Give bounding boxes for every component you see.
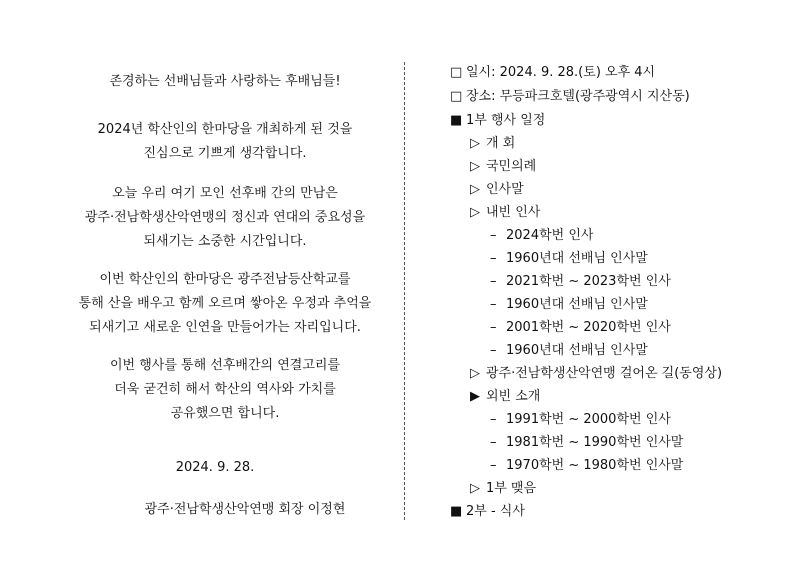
- program-item: [450, 87, 690, 107]
- signature: 광주·전남학생산악연맹 회장 이정현: [144, 502, 346, 517]
- program-item: [470, 364, 722, 384]
- bullet-marker: –: [490, 435, 497, 450]
- program-item-text: 개 회: [486, 136, 516, 151]
- bullet-marker: ▷: [470, 136, 480, 151]
- program-item-text: 장소: 무등파크호텔(광주광역시 지산동): [466, 89, 690, 104]
- program-item: [470, 479, 536, 499]
- program-item: [490, 410, 671, 430]
- bullet-marker: –: [490, 274, 497, 289]
- column-divider: [404, 62, 405, 520]
- program-item: [450, 502, 525, 522]
- letter-line: 2024년 학산인의 한마당을 개최하게 된 것을: [97, 122, 353, 137]
- letter-line: 이번 학산인의 한마당은 광주전남등산학교를: [99, 272, 351, 287]
- program-item-text: 2001학번 ~ 2020학번 인사: [506, 320, 671, 335]
- program-item: [450, 111, 545, 131]
- program-item: [490, 226, 593, 246]
- letter-line: 진심으로 기쁘게 생각합니다.: [143, 146, 307, 161]
- program-item: [470, 387, 540, 407]
- bullet-marker: ▷: [470, 481, 480, 496]
- program-item-text: 1부 행사 일정: [466, 113, 546, 128]
- letter-paragraph-3: [40, 268, 410, 340]
- program-item: [470, 203, 540, 223]
- letter-paragraph-1: [40, 118, 410, 166]
- program-item-text: 1991학번 ~ 2000학번 인사: [506, 412, 671, 427]
- bullet-marker: –: [490, 343, 497, 358]
- bullet-marker: –: [490, 297, 497, 312]
- letter-line: 오늘 우리 여기 모인 선후배 간의 만남은: [112, 186, 338, 201]
- program-item-text: 일시: 2024. 9. 28.(토) 오후 4시: [466, 65, 656, 80]
- bullet-marker: ▷: [470, 205, 480, 220]
- program-item: [470, 157, 536, 177]
- bullet-marker: –: [490, 458, 497, 473]
- program-item-text: 1970학번 ~ 1980학번 인사말: [506, 458, 684, 473]
- letter-paragraph-4: [40, 354, 410, 426]
- bullet-marker: ▷: [470, 159, 480, 174]
- letter-line: 이번 행사를 통해 선후배간의 연결고리를: [109, 358, 340, 373]
- program-item-text: 외빈 소개: [486, 389, 541, 404]
- letter-line: 통해 산을 배우고 함께 오르며 쌓아온 우정과 추억을: [78, 296, 372, 311]
- letter-line: 되새기는 소중한 시간입니다.: [143, 234, 307, 249]
- bullet-marker: –: [490, 251, 497, 266]
- bullet-marker: ■: [450, 113, 463, 128]
- bullet-marker: ▷: [470, 366, 480, 381]
- program-item-text: 내빈 인사: [486, 205, 541, 220]
- program-item: [490, 318, 671, 338]
- program-item-text: 광주·전남학생산악연맹 걸어온 길(동영상): [486, 366, 723, 381]
- program-item-text: 1960년대 선배님 인사말: [506, 251, 648, 266]
- bullet-marker: –: [490, 412, 497, 427]
- program-item: [490, 249, 648, 269]
- program-item: [490, 433, 683, 453]
- bullet-marker: –: [490, 320, 497, 335]
- program-item-text: 1981학번 ~ 1990학번 인사말: [506, 435, 684, 450]
- program-item: [470, 134, 515, 154]
- program-item: [450, 63, 655, 83]
- program-item-text: 국민의례: [486, 159, 537, 174]
- bullet-marker: ▶: [470, 389, 480, 404]
- letter-line: 광주·전남학생산악연맹의 정신과 연대의 중요성을: [84, 210, 366, 225]
- program-item-text: 1960년대 선배님 인사말: [506, 297, 648, 312]
- letter-date: 2024. 9. 28.: [175, 460, 255, 475]
- program-item-text: 2021학번 ~ 2023학번 인사: [506, 274, 671, 289]
- program-item-text: 2부 - 식사: [466, 504, 525, 519]
- letter-line: 되새기고 새로운 인연을 만들어가는 자리입니다.: [89, 320, 361, 335]
- greeting: 존경하는 선배님들과 사랑하는 후배님들!: [109, 74, 341, 89]
- bullet-marker: –: [490, 228, 497, 243]
- program-item-text: 1960년대 선배님 인사말: [506, 343, 648, 358]
- bullet-marker: ■: [450, 504, 463, 519]
- program-item: [490, 456, 683, 476]
- program-item-text: 인사말: [486, 182, 524, 197]
- program-item: [490, 272, 671, 292]
- bullet-marker: □: [450, 65, 463, 80]
- program-item: [470, 180, 524, 200]
- letter-paragraph-2: [40, 182, 410, 254]
- program-item-text: 1부 맺음: [486, 481, 537, 496]
- letter-line: 공유했으면 합니다.: [170, 406, 280, 421]
- program-item-text: 2024학번 인사: [506, 228, 594, 243]
- bullet-marker: □: [450, 89, 463, 104]
- bullet-marker: ▷: [470, 182, 480, 197]
- letter-line: 더욱 굳건히 해서 학산의 역사와 가치를: [114, 382, 336, 397]
- program-item: [490, 341, 648, 361]
- program-item: [490, 295, 648, 315]
